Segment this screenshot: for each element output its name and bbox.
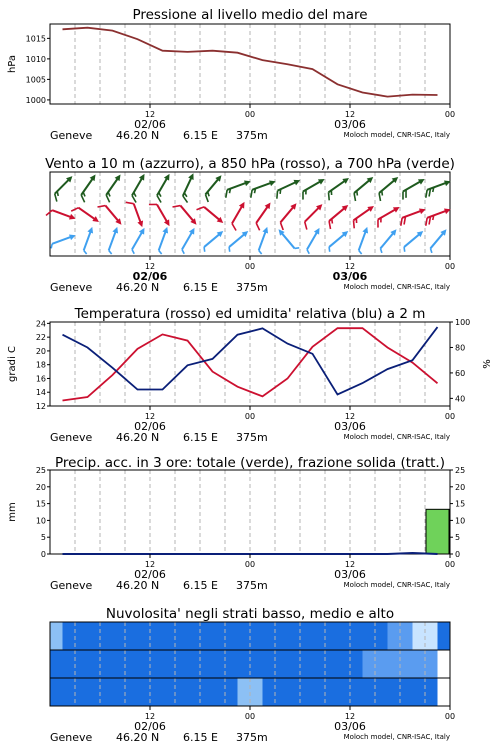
barb-feather [254,223,262,230]
y-tick-label: 0 [40,550,46,559]
footer-lon: 6.15 E [183,731,218,744]
barb-head [262,226,270,234]
wind-barb [222,178,253,197]
wind-barb [225,229,251,252]
wind-barb [427,227,450,253]
wind-barb [398,176,428,199]
barb-shaft [159,230,167,251]
barb-half-feather [83,250,88,254]
footer-place: Geneve [50,281,93,294]
wind-barb [197,202,226,228]
wind-barb [422,178,453,197]
barb-feather [230,224,238,231]
barb-head [314,226,322,234]
barb-shaft [134,204,142,225]
barb-half-feather [158,250,163,254]
x-tick-label: 00 [444,412,456,421]
barb-shaft [105,206,119,223]
y2-tick-label: 80 [455,343,466,353]
barb-feather [248,190,254,198]
barb-half-feather [295,246,300,250]
barb-feather [130,196,138,203]
footer-alt: 375m [236,431,268,444]
precip-bar [426,509,449,554]
barb-shaft [132,230,143,249]
cloud-cell [50,650,63,678]
footer-lon: 6.15 E [183,431,218,444]
x-date-label: 02/06 [134,720,166,733]
footer-alt: 375m [236,731,268,744]
footer-place: Geneve [50,431,93,444]
chart-title: Vento a 10 m (azzurro), a 850 hPa (rosso), a 700 hPa (verde) [45,156,455,172]
barb-half-feather [429,248,434,252]
wind-barb [251,201,276,230]
x-tick-label: 12 [144,110,156,119]
footer-lon: 6.15 E [183,579,218,592]
wind-barb [373,204,403,227]
barb-shaft [157,204,168,223]
wind-barb [397,206,428,225]
footer-credit: Moloch model, CNR-ISAC, Italy [343,131,450,139]
x-tick-label: 12 [344,560,356,569]
y2-tick-label: 20 [455,482,466,492]
barb-head [112,226,120,234]
x-date-label: 03/06 [334,420,366,433]
barb-head [87,226,95,234]
x-tick-label: 00 [244,412,256,421]
cloud-cell [438,678,451,706]
barb-half-feather [108,250,113,254]
barb-head [444,206,452,214]
precip-baseline [63,553,438,554]
barb-shaft [404,233,421,247]
footer-credit: Moloch model, CNR-ISAC, Italy [343,283,450,291]
footer-lat: 46.20 N [116,129,160,142]
barb-half-feather [181,250,186,254]
barb-head [69,214,77,222]
cloud-cell [438,622,451,650]
x-date-label: 02/06 [134,420,166,433]
barb-half-feather [306,250,311,254]
x-tick-label: 12 [344,262,356,271]
y-tick-label: 15 [35,499,46,509]
x-tick-label: 00 [244,262,256,271]
wind-barb [97,201,123,230]
barb-head [244,178,252,186]
barb-half-feather [327,247,331,252]
barb-shaft [109,230,117,251]
barb-half-feather [227,247,231,252]
x-tick-label: 12 [344,110,356,119]
y-tick-label: 12 [35,402,46,411]
barb-head [162,226,170,234]
footer-place: Geneve [50,579,93,592]
footer-credit: Moloch model, CNR-ISAC, Italy [343,433,450,441]
wind-barb [178,172,199,203]
chart-title: Temperatura (rosso) ed umidita' relativa (blu) a 2 m [74,306,426,322]
barb-shaft [52,210,73,218]
y-tick-label: 20 [35,482,46,492]
barb-head [189,226,197,234]
x-tick-label: 12 [144,412,156,421]
wind-barb [152,172,175,202]
footer-lon: 6.15 E [183,281,218,294]
wind-barb [105,226,121,254]
cloud-cell [438,650,451,678]
barb-shaft [256,205,269,223]
barb-half-feather [131,250,136,254]
barb-half-feather [202,247,206,252]
wind-barb [50,174,78,202]
barb-shaft [430,232,444,249]
y2-tick-label: 15 [455,499,466,509]
wind-barb [377,227,400,253]
wind-barb [247,178,278,197]
barb-feather [172,203,180,211]
x-tick-label: 00 [244,560,256,569]
y-tick-label: 1015 [25,34,46,44]
barb-half-feather [402,247,406,252]
barb-feather [155,196,163,203]
y2-tick-label: 10 [455,516,466,526]
footer-lat: 46.20 N [116,281,160,294]
y-tick-label: 1010 [25,54,46,64]
barb-half-feather [379,248,384,252]
y-tick-label: 25 [35,466,46,475]
footer-lat: 46.20 N [116,731,160,744]
x-tick-label: 12 [344,712,356,721]
barb-head [164,172,172,180]
barb-shaft [307,230,318,249]
y-tick-label: 24 [35,319,46,329]
barb-head [69,232,77,240]
wind-barb [355,226,371,254]
barb-feather [302,222,310,230]
x-date-label: 02/06 [132,270,168,283]
barb-head [269,178,277,186]
footer-lat: 46.20 N [116,431,160,444]
wind-barb [49,232,77,248]
wind-barb [303,226,323,253]
barb-head [188,172,196,180]
barb-feather [278,222,286,230]
chart-title: Pressione al livello medio del mare [132,7,368,23]
barb-shaft [204,207,221,221]
y2-tick-label: 60 [455,368,466,378]
barb-head [362,226,370,234]
wind-barb [348,204,377,229]
barb-shaft [52,236,73,244]
wind-barb [76,173,101,202]
barb-shaft [380,232,394,249]
x-date-label: 03/06 [334,720,366,733]
barb-shaft [232,204,243,223]
wind-barb [227,200,250,230]
y-tick-label: 16 [35,374,46,384]
x-tick-label: 12 [144,262,156,271]
y-axis-label: gradi C [7,346,18,382]
wind-barb [126,199,145,230]
x-tick-label: 12 [344,412,356,421]
wind-barb [422,206,453,225]
wind-barb [300,202,328,230]
barb-head [164,219,172,227]
footer-lat: 46.20 N [116,579,160,592]
wind-barb [201,173,227,202]
wind-barb [80,226,96,254]
wind-barb [149,200,172,230]
y-tick-label: 20 [35,346,46,356]
footer-place: Geneve [50,731,93,744]
x-date-label: 03/06 [334,568,366,581]
barb-feather [46,209,52,217]
x-tick-label: 00 [444,110,456,119]
y-axis-label: hPa [7,54,18,74]
wind-barb [101,173,126,202]
y-tick-label: 5 [40,533,46,543]
wind-barb [178,226,198,253]
x-tick-label: 12 [144,560,156,569]
wind-barb [200,229,226,252]
footer-place: Geneve [50,129,93,142]
wind-barb [273,177,304,198]
barb-head [137,220,145,228]
barb-shaft [84,230,92,251]
x-tick-label: 00 [444,712,456,721]
barb-feather [71,205,78,213]
x-date-label: 03/06 [334,118,366,131]
wind-barb [255,226,271,254]
chart-title: Nuvolosita' negli strati basso, medio e alto [105,606,395,622]
y-tick-label: 1000 [25,95,46,105]
barb-feather [398,218,404,226]
chart-title: Precip. acc. in 3 ore: totale (verde), frazione solida (tratt.) [55,455,445,471]
barb-half-feather [358,250,363,254]
wind-barb [400,229,426,252]
barb-shaft [329,233,346,247]
y2-axis-label: % [482,359,493,369]
y-tick-label: 1005 [25,75,46,85]
cloud-cell [50,678,63,706]
wind-barb [128,226,148,253]
barb-shaft [229,233,246,247]
y-tick-label: 14 [35,388,46,398]
barb-feather [223,190,229,198]
y2-tick-label: 25 [455,466,466,475]
wind-barb [71,203,100,228]
wind-barb [323,176,352,201]
barb-shaft [305,206,321,222]
cloud-cell [50,622,63,650]
wind-barb [155,226,171,254]
barb-shaft [180,206,194,223]
x-tick-label: 00 [444,262,456,271]
x-date-label: 03/06 [332,270,368,283]
barb-shaft [359,230,367,251]
wind-barb [276,227,299,253]
x-tick-label: 12 [144,712,156,721]
x-date-label: 02/06 [134,118,166,131]
barb-half-feather [258,250,263,254]
barb-feather [126,200,134,206]
footer-credit: Moloch model, CNR-ISAC, Italy [343,733,450,741]
footer-alt: 375m [236,579,268,592]
footer-alt: 375m [236,129,268,142]
wind-barb [374,175,403,201]
wind-barb [324,203,353,229]
barb-shaft [280,206,294,223]
barb-shaft [280,232,294,249]
footer-lon: 6.15 E [183,129,218,142]
x-tick-label: 00 [244,110,256,119]
barb-head [139,172,147,180]
y-tick-label: 22 [35,333,46,343]
footer-alt: 375m [236,281,268,294]
y2-tick-label: 0 [455,550,461,559]
barb-shaft [182,230,193,249]
x-date-label: 02/06 [134,568,166,581]
x-tick-label: 00 [244,712,256,721]
wind-barb [172,201,198,230]
barb-head [419,206,427,214]
barb-head [139,226,147,234]
barb-head [444,178,452,186]
plot-frame [50,24,450,104]
y-tick-label: 18 [35,360,46,370]
barb-shaft [78,208,96,221]
barb-feather [423,218,429,226]
wind-barb [325,229,351,252]
barb-shaft [204,233,221,247]
y2-tick-label: 100 [455,318,471,327]
y-tick-label: 10 [35,516,46,526]
wind-barb [46,206,77,225]
x-tick-label: 00 [444,560,456,569]
wind-barb [276,201,302,230]
wind-barb [349,175,378,201]
barb-shaft [259,230,267,251]
barb-head [239,200,247,208]
barb-feather [97,203,105,211]
barb-feather [423,190,429,198]
y-axis-label: mm [7,502,18,522]
barb-feather [197,204,205,212]
barb-feather [181,196,189,203]
y2-tick-label: 40 [455,394,466,404]
wind-barb [127,172,150,202]
wind-barb [298,176,328,199]
footer-credit: Moloch model, CNR-ISAC, Italy [343,581,450,589]
y2-tick-label: 5 [455,533,461,543]
